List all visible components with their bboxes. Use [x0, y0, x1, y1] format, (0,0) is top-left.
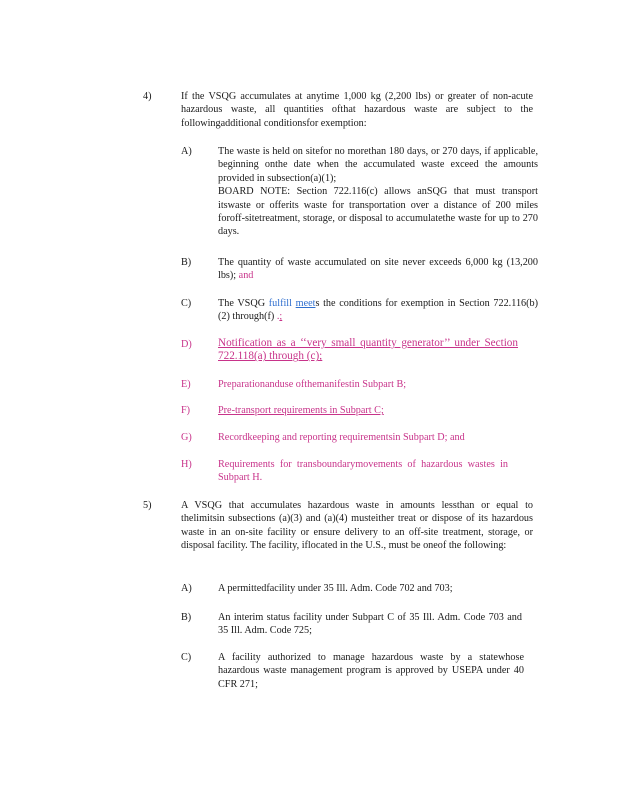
item-4c-post: s the conditions for exemption in Section 722.116(b)(2) through(f)	[218, 298, 539, 323]
item-4c-block	[218, 297, 538, 324]
item-4c-pre: The VSQG	[218, 298, 266, 309]
item-4b-inserted-and: and	[238, 270, 254, 282]
item-4a-board-note: BOARD NOTE: Section 722.116(c) allows anSQG that must transport itswaste or offerits waste for transportation over a distance of 200 miles foroff-sitetreatment, storage, or disposal to accumulatethe waste for up to 270 days.	[218, 186, 538, 238]
item-number-4: 4)	[143, 91, 152, 102]
item-4c-inserted-fulfill: fulfill	[268, 298, 292, 309]
item-4g-label: G)	[181, 432, 192, 443]
item-4a-label: A)	[181, 146, 192, 157]
item-5a-label: A)	[181, 583, 192, 594]
item-4-text: If the VSQG accumulates at anytime 1,000 kg (2,200 lbs) or greater of non-acute hazardous waste, all quantities ofthat hazardous waste are subject to the followingadditional conditionsfor exemption:	[181, 91, 533, 129]
item-5b-text: An interim status facility under Subpart C of 35 Ill. Adm. Code 703 and 35 Ill. Adm. Code 725;	[218, 612, 522, 637]
item-4a-text: The waste is held on sitefor no morethan 180 days, or 270 days, if applicable, beginning onthe date when the accumulated waste exceed the amounts provided in subsection(a)(1);	[218, 146, 538, 184]
item-4e-text: Preparationanduse ofthemanifestin Subpart B;	[218, 379, 407, 390]
item-4d-text: Notification as a ‘‘very small quantity generator’’ under Section 722.118(a) through (c);	[218, 337, 518, 363]
item-5-text: A VSQG that accumulates hazardous waste in amounts lessthan or equal to thelimitsin subsections (a)(3) and (a)(4) musteither treat or dispose of its hazardous waste in an on-site facility or ensure delivery to an off-site treatment, storage, or disposal facility. The facility, iflocated in the U.S., must be oneof the following:	[181, 500, 533, 552]
item-5c-label: C)	[181, 652, 192, 663]
item-4c-deleted-meet: meet	[295, 298, 316, 309]
item-4d-label: D)	[181, 339, 192, 350]
item-5a-text: A permittedfacility under 35 Ill. Adm. Code 702 and 703;	[218, 583, 453, 594]
item-5b-label: B)	[181, 612, 192, 623]
item-4e-label: E)	[181, 379, 191, 390]
item-4f-label: F)	[181, 405, 191, 416]
item-4a-block	[218, 145, 538, 239]
item-4g-text: Recordkeeping and reporting requirementsin Subpart D; and	[218, 432, 465, 443]
item-4b-block	[218, 256, 538, 283]
item-4f-text: Pre-transport requirements in Subpart C;	[218, 405, 384, 416]
item-4b-label: B)	[181, 257, 192, 268]
item-4c-inserted-period: .	[276, 311, 280, 323]
item-number-5: 5)	[143, 500, 152, 511]
item-5c-text: A facility authorized to manage hazardous waste by a statewhose hazardous waste management program is approved by USEPA under 40 CFR 271;	[218, 652, 524, 690]
item-4c-label: C)	[181, 298, 192, 309]
item-4h-text: Requirements for transboundarymovements of hazardous wastes in Subpart H.	[218, 459, 508, 484]
item-4b-text: The quantity of waste accumulated on site never exceeds 6,000 kg (13,200 lbs);	[218, 257, 538, 282]
item-4h-label: H)	[181, 459, 192, 470]
item-4c-deleted-semicolon: ;	[279, 311, 283, 323]
